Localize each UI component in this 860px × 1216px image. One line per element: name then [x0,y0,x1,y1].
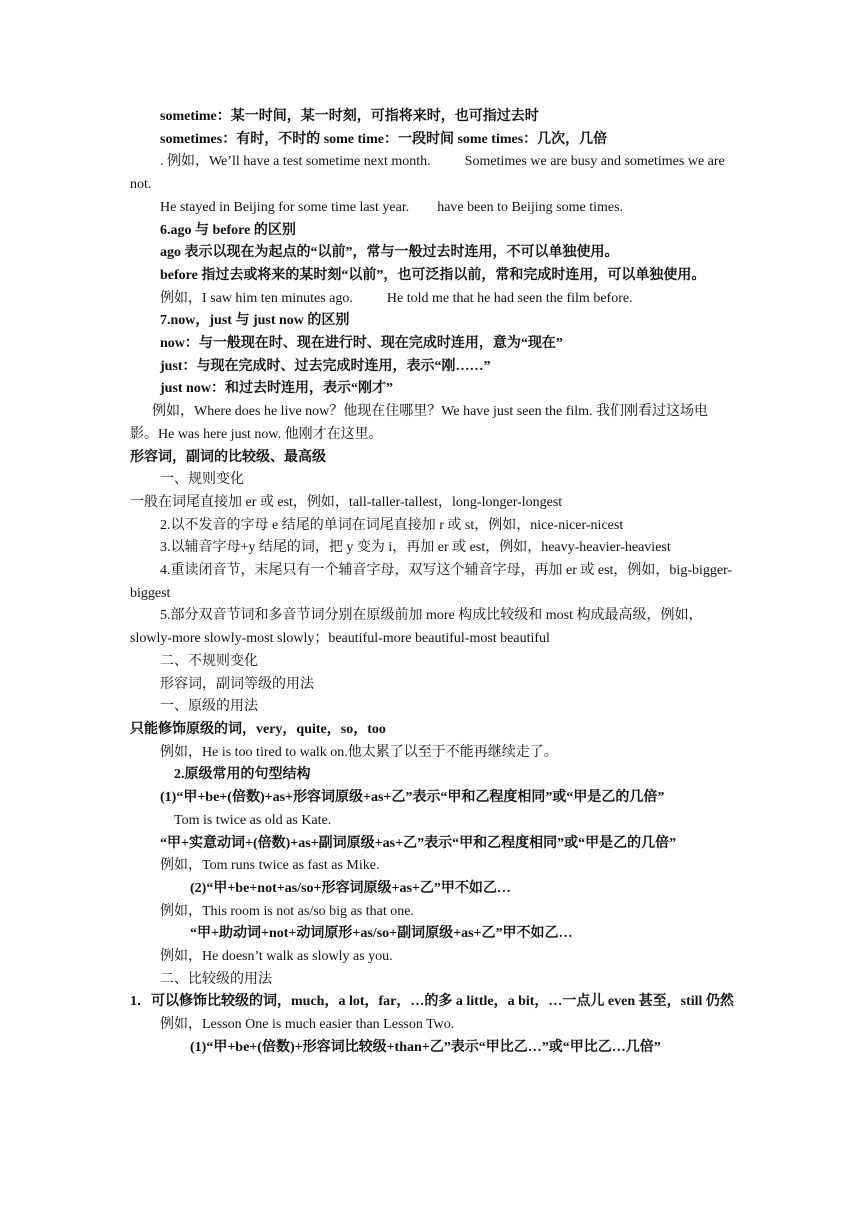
text-line: sometime：某一时间，某一时刻，可指将来时，也可指过去时 [160,109,539,124]
example-line: 例如，Lesson One is much easier than Lesson Two. [160,1017,455,1033]
example-line [130,197,735,220]
text-line: He stayed in Beijing for some time last year. [160,199,410,215]
section-heading: 6.ago 与 before 的区别 [160,222,296,238]
text-line: “甲+助动词+not+动词原形+as/so+副词原级+as+乙”甲不如乙… [190,926,573,942]
text-line: Sometimes we are busy and sometimes we are not. [130,154,725,193]
text-line: now：与一般现在时、现在进行时、现在完成时连用，意为“现在” [160,336,563,352]
subsection-heading: 二、不规则变化 [160,653,258,669]
text-line: just：与现在完成时、过去完成时连用，表示“刚……” [160,358,491,374]
text-paragraph: before 指过去或将来的某时刻“以前”，也可泛指以前，常和完成时连用，可以单独使用。 [160,267,706,283]
text-line: He told me that he had seen the film before. [386,290,633,306]
text-line: “甲+实意动词+(倍数)+as+副词原级+as+乙”表示“甲和乙程度相同”或“甲是乙的几倍” [160,835,677,851]
example-line: 例如，He is too tired to walk on.他太累了以至于不能再继续走了。 [160,744,558,760]
text-line: ago 表示以现在为起点的“以前”，常与一般过去时连用，不可以单独使用。 [160,245,619,261]
text-line: just now：和过去时连用，表示“刚才” [160,381,393,397]
example-line: 例如，Tom runs twice as fast as Mike. [160,858,380,874]
text-line: (1)“甲+be+(倍数)+as+形容词原级+as+乙”表示“甲和乙程度相同”或“甲是乙的几倍” [160,790,665,806]
text-line: . 例如，We’ll have a test sometime next month. [160,154,431,170]
example-line: 例如，This room is not as/so big as that one. [160,903,414,919]
example-line [130,288,735,311]
example-paragraph [130,151,735,196]
text-line: have been to Beijing some times. [437,199,624,215]
example-line: Tom is twice as old as Kate. [174,812,332,828]
subsection-heading: 二、比较级的用法 [160,971,272,987]
text-line: 3.以辅音字母+y 结尾的词，把 y 变为 i，再加 er 或 est，例如，heavy-heavier-heaviest [160,540,671,556]
document-body [130,106,735,1060]
text-line: 例如，I saw him ten minutes ago. [160,290,353,306]
text-line: (1)“甲+be+(倍数)+形容词比较级+than+乙”表示“甲比乙…”或“甲比乙…几倍” [190,1039,661,1055]
text-line: (2)“甲+be+not+as/so+形容词原级+as+乙”甲不如乙… [190,880,511,896]
text-paragraph: 5.部分双音节词和多音节词分别在原级前加 more 构成比较级和 most 构成最高级，例如，slowly-more slowly-most slowly；beautiful-more beautiful-most beautiful [130,608,703,647]
example-line: 例如，He doesn’t walk as slowly as you. [160,949,393,965]
text-line: 形容词，副词等级的用法 [160,676,314,692]
subsection-heading: 一、规则变化 [160,472,244,488]
section-heading: 7.now，just 与 just now 的区别 [160,313,350,329]
text-paragraph: 4.重读闭音节，末尾只有一个辅音字母，双写这个辅音字母，再加 er 或 est，例如，big-bigger-biggest [130,563,733,601]
text-line: 2.以不发音的字母 e 结尾的单词在词尾直接加 r 或 st，例如，nice-nicer-nicest [160,517,624,533]
text-line: 只能修饰原级的词，very，quite，so，too [130,721,386,737]
subsection-heading: 一、原级的用法 [160,699,258,715]
text-paragraph: 1．可以修饰比较级的词，much，a lot，far，…的多 a little，a bit，…一点儿 even 甚至，still 仍然 [130,994,734,1010]
subsection-heading: 2.原级常用的句型结构 [174,767,311,783]
section-heading: 形容词，副词的比较级、最高级 [130,449,326,465]
text-line: 一般在词尾直接加 er 或 est，例如，tall-taller-tallest，long-longer-longest [130,494,563,510]
text-line: sometimes：有时，不时的 some time：一段时间 some times：几次，几倍 [160,131,608,147]
example-paragraph: 例如，Where does he live now？他现在住哪里？We have just seen the film. 我们刚看过这场电影。He was here just now. 他刚才在这里。 [130,404,709,442]
